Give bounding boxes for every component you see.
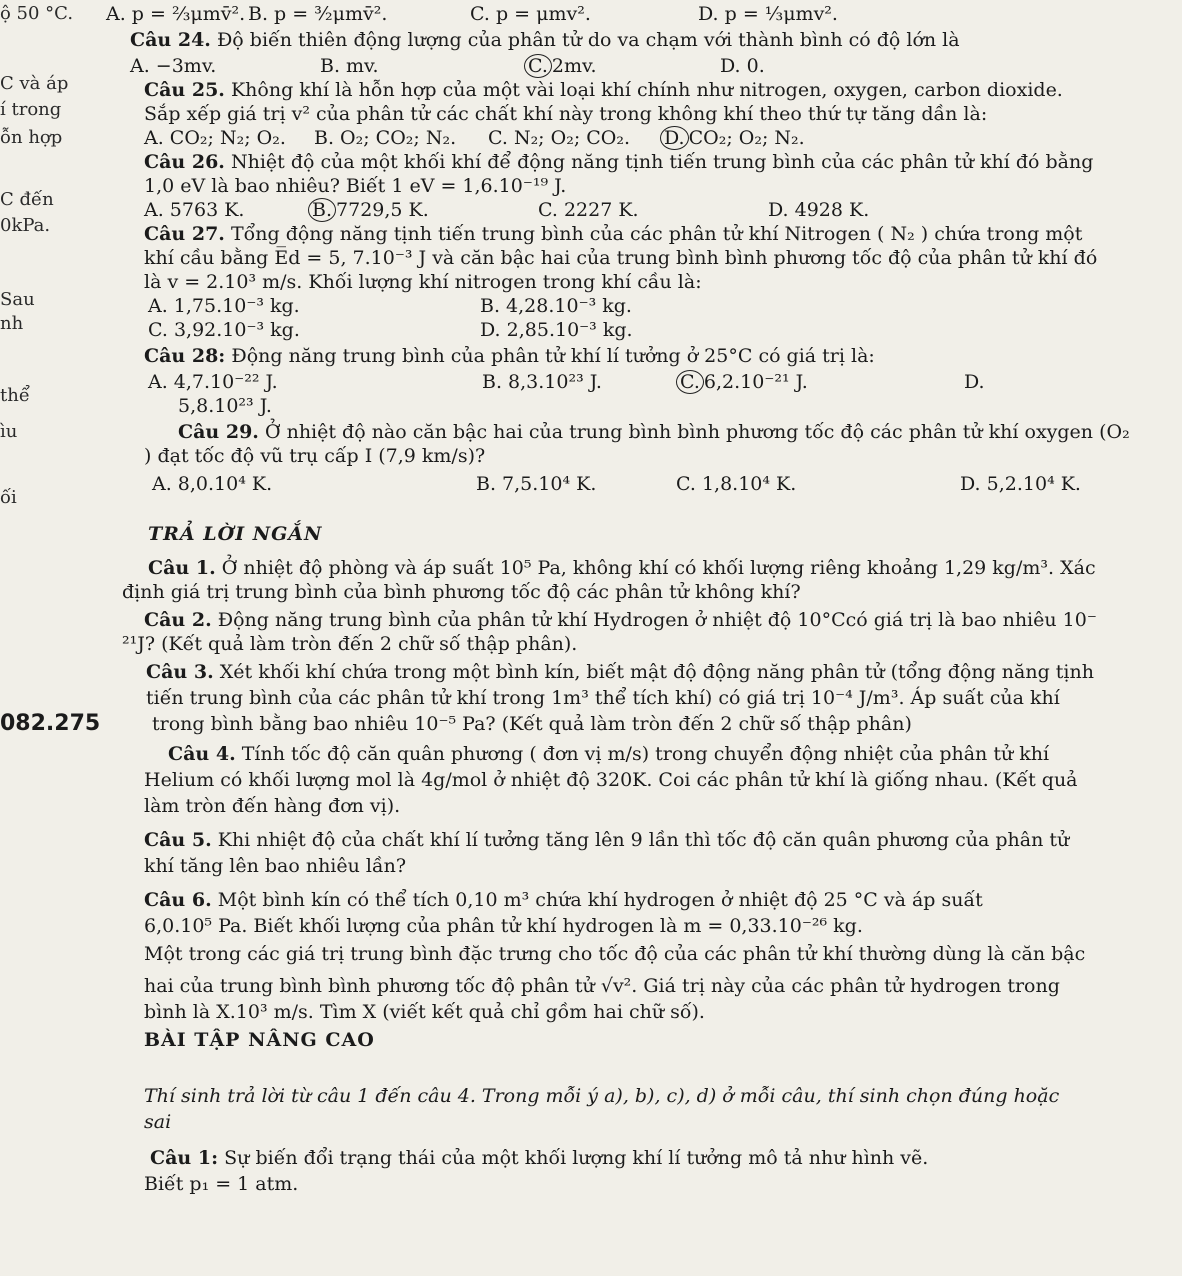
short-q1-line2: định giá trị trung bình của bình phương tốc độ các phân tử không khí?	[122, 581, 801, 603]
margin-fragment: C và áp	[0, 73, 69, 94]
q24-option-c	[524, 54, 597, 78]
question-text: Động năng trung bình của phân tử khí lí tưởng ở 25°C có giá trị là:	[231, 345, 875, 367]
question-text: Tính tốc độ căn quân phương ( đơn vị m/s) trong chuyển động nhiệt của phân tử khí	[241, 743, 1050, 765]
question-27-line2: khí cầu bằng E̅d = 5, 7.10⁻³ J và căn bậc hai của trung bình bình phương tốc độ của phân tử khí đó	[144, 247, 1098, 269]
margin-fragment: ỗn hợp	[0, 127, 63, 148]
question-text: Khi nhiệt độ của chất khí lí tưởng tăng lên 9 lần thì tốc độ căn quân phương của phân tử	[217, 829, 1070, 851]
option-text: CO₂; O₂; N₂.	[688, 127, 805, 149]
question-text: Xét khối khí chứa trong một bình kín, biết mật độ động năng phân tử (tổng động năng tịnh	[219, 661, 1094, 683]
question-number: Câu 29.	[178, 421, 259, 443]
q29-option-d: D. 5,2.10⁴ K.	[960, 473, 1081, 495]
short-q4	[168, 742, 1049, 766]
question-number: Câu 28:	[144, 345, 226, 367]
advanced-instructions-line2: sai	[144, 1111, 172, 1133]
question-text: Động năng trung bình của phân tử khí Hydrogen ở nhiệt độ 10°Ccó giá trị là bao nhiêu 10⁻	[217, 609, 1097, 631]
question-number: Câu 2.	[144, 609, 212, 631]
q24-option-d: D. 0.	[720, 55, 765, 77]
question-number: Câu 1:	[150, 1147, 219, 1169]
question-25-line2: Sắp xếp giá trị v² của phân tử các chất khí này trong không khí theo thứ tự tăng dần là:	[144, 103, 988, 125]
question-number: Câu 3.	[146, 661, 214, 683]
q25-option-b: B. O₂; CO₂; N₂.	[314, 127, 457, 149]
advanced-instructions: Thí sinh trả lời từ câu 1 đến câu 4. Trong mỗi ý a), b), c), d) ở mỗi câu, thí sinh chọn đúng hoặc	[144, 1085, 1060, 1107]
q26-option-a: A. 5763 K.	[144, 199, 245, 221]
q25-option-d	[660, 126, 805, 150]
short-q4-line3: làm tròn đến hàng đơn vị).	[144, 795, 401, 817]
q27-option-c: C. 3,92.10⁻³ kg.	[148, 319, 300, 341]
q29-option-a: A. 8,0.10⁴ K.	[152, 473, 273, 495]
short-q3	[146, 660, 1094, 684]
short-q5	[144, 828, 1069, 852]
q26-option-b	[308, 198, 429, 222]
short-q2-line2: ²¹J? (Kết quả làm tròn đến 2 chữ số thập phân).	[122, 633, 578, 655]
question-text: Sự biến đổi trạng thái của một khối lượng khí lí tưởng mô tả như hình vẽ.	[224, 1147, 929, 1169]
question-26-line2: 1,0 eV là bao nhiêu? Biết 1 eV = 1,6.10⁻¹⁹ J.	[144, 175, 567, 197]
advanced-q1-line2: Biết p₁ = 1 atm.	[144, 1173, 299, 1195]
question-number: Câu 6.	[144, 889, 212, 911]
short-q1	[148, 556, 1096, 580]
q29-option-b: B. 7,5.10⁴ K.	[476, 473, 597, 495]
q26-option-c: C. 2227 K.	[538, 199, 639, 221]
short-q6	[144, 888, 983, 912]
short-q2	[144, 608, 1097, 632]
margin-fragment: C đến	[0, 189, 54, 210]
question-text: Độ biến thiên động lượng của phân tử do va chạm với thành bình có độ lớn là	[216, 29, 960, 51]
q28-option-d-value: 5,8.10²³ J.	[178, 395, 272, 417]
margin-fragment: Sau	[0, 289, 35, 310]
q28-option-a: A. 4,7.10⁻²² J.	[148, 371, 278, 393]
answer-circle: B.	[308, 198, 336, 222]
question-26	[144, 150, 1093, 174]
question-text: Ở nhiệt độ phòng và áp suất 10⁵ Pa, không khí có khối lượng riêng khoảng 1,29 kg/m³. Xác	[221, 557, 1096, 579]
handwritten-note: 082.275	[0, 711, 101, 736]
q27-option-b: B. 4,28.10⁻³ kg.	[480, 295, 632, 317]
question-text: Nhiệt độ của một khối khí để động năng tịnh tiến trung bình của các phân tử khí đó bằng	[230, 151, 1094, 173]
q23-option-d: D. p = ⅓μmv².	[698, 3, 838, 25]
q29-option-c: C. 1,8.10⁴ K.	[676, 473, 797, 495]
answer-circle: C.	[524, 54, 552, 78]
margin-fragment: ìu	[0, 421, 18, 442]
answer-circle: C.	[676, 370, 704, 394]
margin-fragment: 0kPa.	[0, 215, 51, 236]
advanced-q1	[150, 1146, 928, 1170]
q25-option-c: C. N₂; O₂; CO₂.	[488, 127, 631, 149]
short-q6-line4: hai của trung bình bình phương tốc độ phân tử √v². Giá trị này của các phân tử hydrogen trong	[144, 975, 1060, 997]
q23-option-a: A. p = ⅔μmv̄².	[106, 3, 246, 25]
q26-option-d: D. 4928 K.	[768, 199, 870, 221]
q24-option-b: B. mv.	[320, 55, 379, 77]
question-27	[144, 222, 1082, 246]
question-text: Không khí là hỗn hợp của một vài loại khí chính như nitrogen, oxygen, carbon dioxide.	[230, 79, 1063, 101]
question-number: Câu 25.	[144, 79, 225, 101]
question-29-line2: ) đạt tốc độ vũ trụ cấp I (7,9 km/s)?	[144, 445, 486, 467]
margin-fragment: ối	[0, 487, 17, 508]
question-24	[130, 28, 960, 52]
q23-option-b: B. p = ³⁄₂μmv̄².	[248, 3, 388, 25]
option-text: 7729,5 K.	[336, 199, 429, 221]
q28-option-b: B. 8,3.10²³ J.	[482, 371, 602, 393]
question-text: Tổng động năng tịnh tiến trung bình của các phân tử khí Nitrogen ( N₂ ) chứa trong một	[230, 223, 1083, 245]
margin-fragment: ộ 50 °C.	[0, 3, 74, 24]
question-number: Câu 24.	[130, 29, 211, 51]
short-q6-line3: Một trong các giá trị trung bình đặc trưng cho tốc độ của các phân tử khí thường dùng là căn bậc	[144, 943, 1086, 965]
option-text: 6,2.10⁻²¹ J.	[703, 371, 808, 393]
short-q5-line2: khí tăng lên bao nhiêu lần?	[144, 855, 407, 877]
short-q6-line5: bình là X.10³ m/s. Tìm X (viết kết quả chỉ gồm hai chữ số).	[144, 1001, 705, 1023]
option-text: 2mv.	[551, 55, 597, 77]
question-text: Ở nhiệt độ nào căn bậc hai của trung bình bình phương tốc độ các phân tử khí oxygen (O₂	[264, 421, 1130, 443]
q28-option-d: D.	[964, 371, 985, 393]
question-27-line3: là v = 2.10³ m/s. Khối lượng khí nitrogen trong khí cầu là:	[144, 271, 702, 293]
section-title-short-answer: TRẢ LỜI NGẮN	[148, 523, 323, 545]
margin-fragment: thể	[0, 385, 30, 406]
question-number: Câu 1.	[148, 557, 216, 579]
margin-fragment: í trong	[0, 99, 62, 120]
q24-option-a: A. −3mv.	[130, 55, 217, 77]
q27-option-d: D. 2,85.10⁻³ kg.	[480, 319, 633, 341]
question-29	[178, 420, 1130, 444]
short-q3-line2: tiến trung bình của các phân tử khí trong 1m³ thể tích khí) có giá trị 10⁻⁴ J/m³. Áp suất của khí	[146, 687, 1060, 709]
short-q4-line2: Helium có khối lượng mol là 4g/mol ở nhiệt độ 320K. Coi các phân tử khí là giống nhau. (Kết quả	[144, 769, 1078, 791]
short-q3-line3: trong bình bằng bao nhiêu 10⁻⁵ Pa? (Kết quả làm tròn đến 2 chữ số thập phân)	[152, 713, 912, 735]
answer-circle: D.	[660, 126, 689, 150]
question-number: Câu 4.	[168, 743, 236, 765]
q25-option-a: A. CO₂; N₂; O₂.	[144, 127, 286, 149]
question-number: Câu 26.	[144, 151, 225, 173]
q28-option-c	[676, 370, 808, 394]
short-q6-line2: 6,0.10⁵ Pa. Biết khối lượng của phân tử khí hydrogen là m = 0,33.10⁻²⁶ kg.	[144, 915, 863, 937]
question-number: Câu 5.	[144, 829, 212, 851]
q27-option-a: A. 1,75.10⁻³ kg.	[148, 295, 300, 317]
question-28	[144, 344, 875, 368]
question-number: Câu 27.	[144, 223, 225, 245]
question-text: Một bình kín có thể tích 0,10 m³ chứa khí hydrogen ở nhiệt độ 25 °C và áp suất	[217, 889, 983, 911]
section-title-advanced: BÀI TẬP NÂNG CAO	[144, 1029, 375, 1051]
question-25	[144, 78, 1063, 102]
q23-option-c: C. p = μmv².	[470, 3, 591, 25]
margin-fragment: nh	[0, 313, 24, 334]
